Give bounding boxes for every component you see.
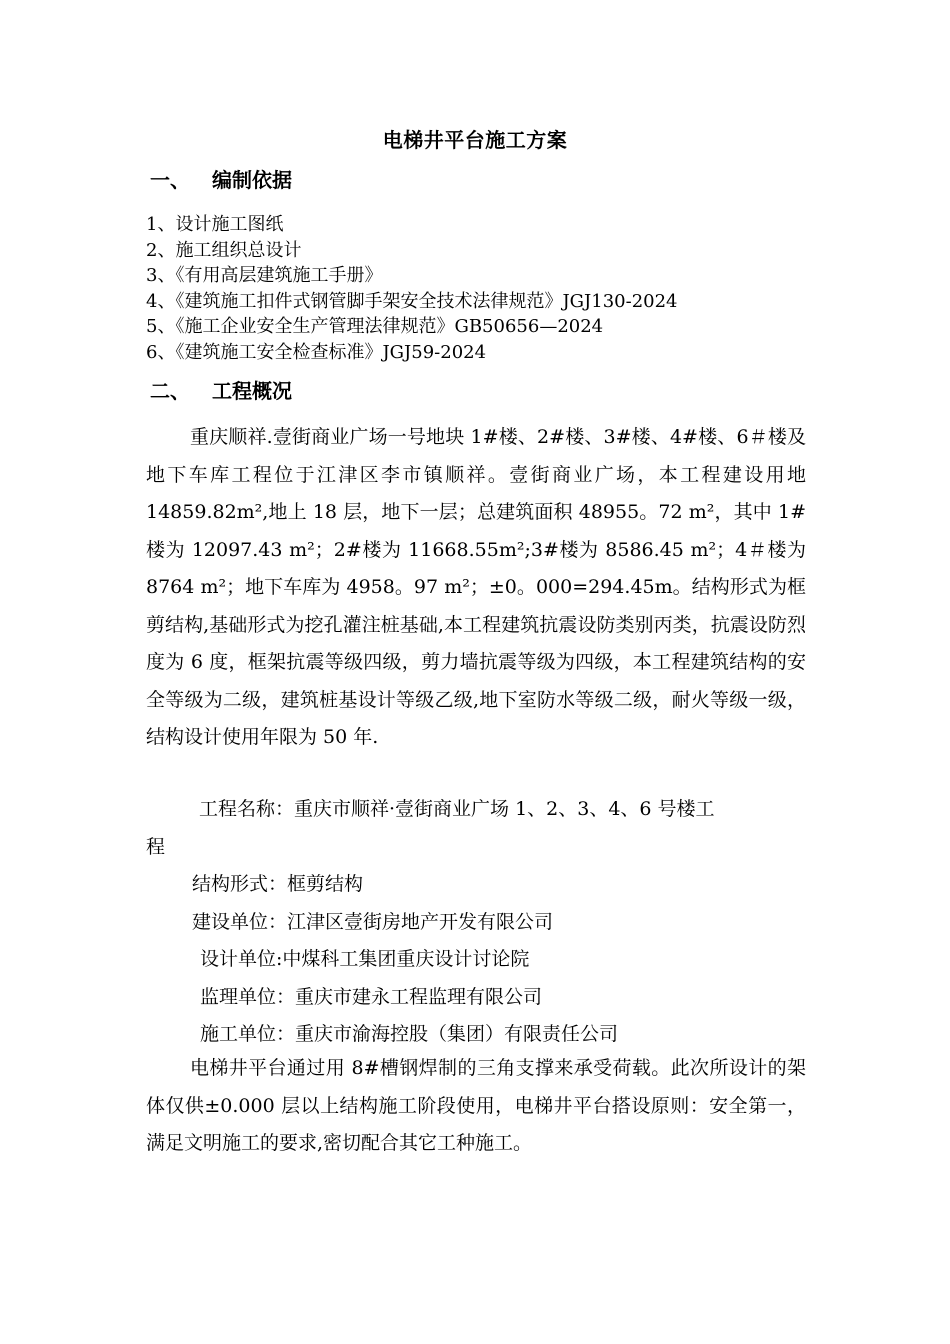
supervisor-line: 监理单位：重庆市建永工程监理有限公司 — [200, 985, 543, 1008]
structure-line: 结构形式：框剪结构 — [192, 873, 364, 895]
builder-line: 建设单位：江津区壹街房地产开发有限公司 — [192, 910, 554, 933]
project-info-block — [146, 791, 806, 1054]
list-item: 4、《建筑施工扣件式钢管脚手架安全技术法律规范》JGJ130-2024 — [146, 290, 678, 312]
list-item: 2、施工组织总设计 — [146, 239, 302, 261]
list-item: 1、设计施工图纸 — [146, 214, 284, 235]
platform-paragraph: 电梯井平台通过用 8#槽钢焊制的三角支撑来承受荷载。此次所设计的架体仅供±0.000 层以上结构施工阶段使用，电梯井平台搭设原则：安全第一，满足文明施工的要求,密切配合其它工种施工。 — [146, 1057, 806, 1154]
project-name-line-continued: 程 — [146, 835, 166, 858]
section-heading-basis — [150, 164, 292, 193]
basis-list — [146, 212, 678, 365]
designer-line: 设计单位:中煤科工集团重庆设计讨论院 — [200, 948, 530, 970]
list-item: 3、《有用高层建筑施工手册》 — [146, 265, 383, 286]
document-title: 电梯井平台施工方案 — [382, 128, 568, 152]
section-title: 编制依据 — [212, 168, 292, 192]
section-heading-overview — [150, 375, 292, 404]
list-item: 5、《施工企业安全生产管理法律规范》GB50656—2024 — [146, 316, 604, 337]
section-number: 二、 — [150, 379, 190, 403]
contractor-line: 施工单位：重庆市渝海控股（集团）有限责任公司 — [200, 1023, 619, 1045]
list-item: 6、《建筑施工安全检查标准》JGJ59-2024 — [146, 341, 487, 363]
section-number: 一、 — [150, 168, 190, 192]
overview-paragraph: 重庆顺祥.壹街商业广场一号地块 1#楼、2#楼、3#楼、4#楼、6＃楼及地下车库工程位于江津区李市镇顺祥。壹街商业广场，本工程建设用地 14859.82m²,地上 18 层，地下一层；总建筑面积 48955。72 m²，其中 1#楼为 12097.43 m²；2#楼为 11668.55m²;3#楼为 8586.45 m²；4＃楼为 8764 m²；地下车库为 4958。97 m²；±0。000=294.45m。结构形式为框剪结构,基础形式为挖孔灌注桩基础,本工程建筑抗震设防类别丙类，抗震设防烈度为 6 度，框架抗震等级四级，剪力墙抗震等级为四级，本工程建筑结构的安全等级为二级，建筑桩基设计等级乙级,地下室防水等级二级，耐火等级一级，结构设计使用年限为 50 年. — [146, 426, 806, 748]
project-name-line: 工程名称：重庆市顺祥·壹街商业广场 1、2、3、4、6 号楼工 — [199, 798, 715, 820]
section-title: 工程概况 — [212, 379, 292, 403]
